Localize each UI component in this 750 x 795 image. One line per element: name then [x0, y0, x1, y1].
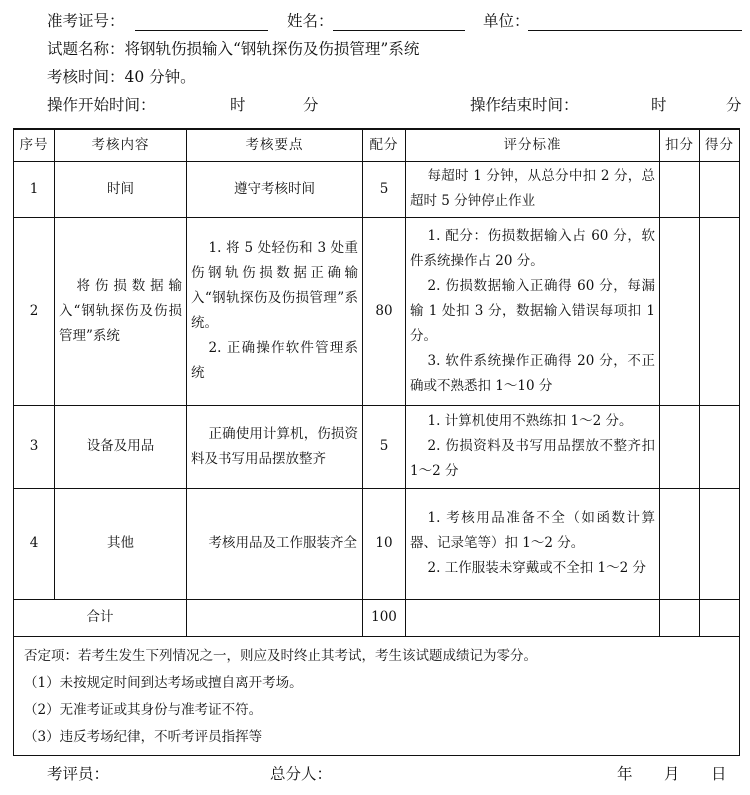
row-content — [55, 217, 187, 405]
col-header-no: 序号 — [14, 129, 55, 161]
criteria-item: 3. 软件系统操作正确得 20 分，不正确或不熟悉扣 1～10 分 — [410, 352, 655, 394]
criteria-item: 1. 配分：伤损数据输入占 60 分，软件系统操作占 20 分。 — [410, 227, 655, 269]
col-header-criteria: 评分标准 — [406, 129, 660, 161]
row-score: 80 — [363, 217, 406, 405]
row-no: 4 — [14, 488, 55, 599]
deduction-cell[interactable] — [660, 217, 700, 405]
veto-notes — [14, 636, 740, 755]
row-criteria — [406, 217, 660, 405]
veto-line: （2）无准考证或其身份与准考证不符。 — [24, 701, 263, 718]
earned-cell[interactable] — [700, 217, 740, 405]
col-header-score: 配分 — [363, 129, 406, 161]
col-header-content: 考核内容 — [55, 129, 187, 161]
row-score: 5 — [363, 405, 406, 488]
deduction-cell[interactable] — [660, 405, 700, 488]
scoring-table — [13, 128, 740, 756]
col-header-earned: 得分 — [700, 129, 740, 161]
col-header-points: 考核要点 — [187, 129, 363, 161]
total-deduction-cell[interactable] — [660, 599, 700, 636]
row-points — [187, 405, 363, 488]
deduction-cell[interactable] — [660, 488, 700, 599]
earned-cell[interactable] — [700, 161, 740, 217]
exam-duration: 考核时间：40 分钟。 — [47, 68, 196, 86]
examiner-label: 考评员： — [47, 765, 110, 783]
total-row — [14, 599, 740, 636]
end-minute-label: 分 — [726, 96, 742, 114]
total-earned-cell[interactable] — [700, 599, 740, 636]
total-score: 100 — [363, 599, 406, 636]
point-item: 2. 正确操作软件管理系统 — [191, 340, 358, 381]
row-score: 5 — [363, 161, 406, 217]
row-no: 2 — [14, 217, 55, 405]
row-score: 10 — [363, 488, 406, 599]
table-header-row — [14, 129, 740, 161]
day-label: 日 — [711, 765, 727, 783]
table-row — [14, 488, 740, 599]
exam-id-label: 准考证号： — [47, 12, 125, 30]
criteria-item: 2. 伤损资料及书写用品摆放不整齐扣 1～2 分 — [410, 438, 655, 479]
earned-cell[interactable] — [700, 488, 740, 599]
col-header-deduction: 扣分 — [660, 129, 700, 161]
criteria-item: 每超时 1 分钟，从总分中扣 2 分，总超时 5 分钟停止作业 — [410, 168, 655, 209]
unit-blank[interactable] — [528, 30, 742, 31]
end-time-label: 操作结束时间： — [470, 96, 579, 114]
row-criteria — [406, 488, 660, 599]
row-points — [187, 488, 363, 599]
criteria-item: 1. 计算机使用不熟练扣 1～2 分。 — [427, 413, 633, 429]
total-criteria-cell — [406, 599, 660, 636]
table-row — [14, 217, 740, 405]
exam-id-blank[interactable] — [135, 30, 268, 31]
criteria-item: 1. 考核用品准备不全（如函数计算器、记录笔等）扣 1～2 分。 — [410, 510, 655, 551]
veto-line: （1）未按规定时间到达考场或擅自离开考场。 — [24, 674, 303, 691]
criteria-item: 2. 工作服装未穿戴或不全扣 1～2 分 — [427, 560, 646, 576]
veto-line: 否定项：若考生发生下列情况之一，则应及时终止其考试，考生该试题成绩记为零分。 — [24, 647, 537, 664]
start-time-label: 操作开始时间： — [47, 96, 156, 114]
content-text: 将伤损数据输入“钢轨探伤及伤损管理”系统 — [59, 277, 182, 344]
month-label: 月 — [664, 765, 680, 783]
deduction-cell[interactable] — [660, 161, 700, 217]
table-row — [14, 405, 740, 488]
point-item: 正确使用计算机，伤损资料及书写用品摆放整齐 — [191, 425, 358, 467]
unit-label: 单位： — [483, 12, 530, 30]
row-content: 时间 — [55, 161, 187, 217]
year-label: 年 — [617, 765, 633, 783]
point-item: 考核用品及工作服装齐全 — [208, 535, 358, 551]
point-item: 1. 将 5 处轻伤和 3 处重伤钢轨伤损数据正确输入“钢轨探伤及伤损管理”系统。 — [191, 240, 358, 331]
veto-line: （3）违反考场纪律，不听考评员指挥等 — [24, 728, 263, 745]
total-label: 合计 — [14, 599, 187, 636]
exam-title: 试题名称：将钢轨伤损输入“钢轨探伤及伤损管理”系统 — [47, 40, 420, 58]
scorer-label: 总分人： — [270, 765, 333, 783]
row-content: 其他 — [55, 488, 187, 599]
row-content: 设备及用品 — [55, 405, 187, 488]
total-points-cell — [187, 599, 363, 636]
end-hour-label: 时 — [651, 96, 667, 114]
row-criteria — [406, 405, 660, 488]
name-blank[interactable] — [333, 30, 465, 31]
row-no: 3 — [14, 405, 55, 488]
earned-cell[interactable] — [700, 405, 740, 488]
row-criteria — [406, 161, 660, 217]
veto-row — [14, 636, 740, 755]
row-no: 1 — [14, 161, 55, 217]
name-label: 姓名： — [287, 12, 334, 30]
table-row — [14, 161, 740, 217]
start-minute-label: 分 — [303, 96, 319, 114]
point-item: 遵守考核时间 — [234, 180, 315, 197]
criteria-item: 2. 伤损数据输入正确得 60 分，每漏输 1 处扣 3 分，数据输入错误每项扣 1 分。 — [410, 277, 655, 344]
row-points — [187, 161, 363, 217]
row-points — [187, 217, 363, 405]
start-hour-label: 时 — [230, 96, 246, 114]
